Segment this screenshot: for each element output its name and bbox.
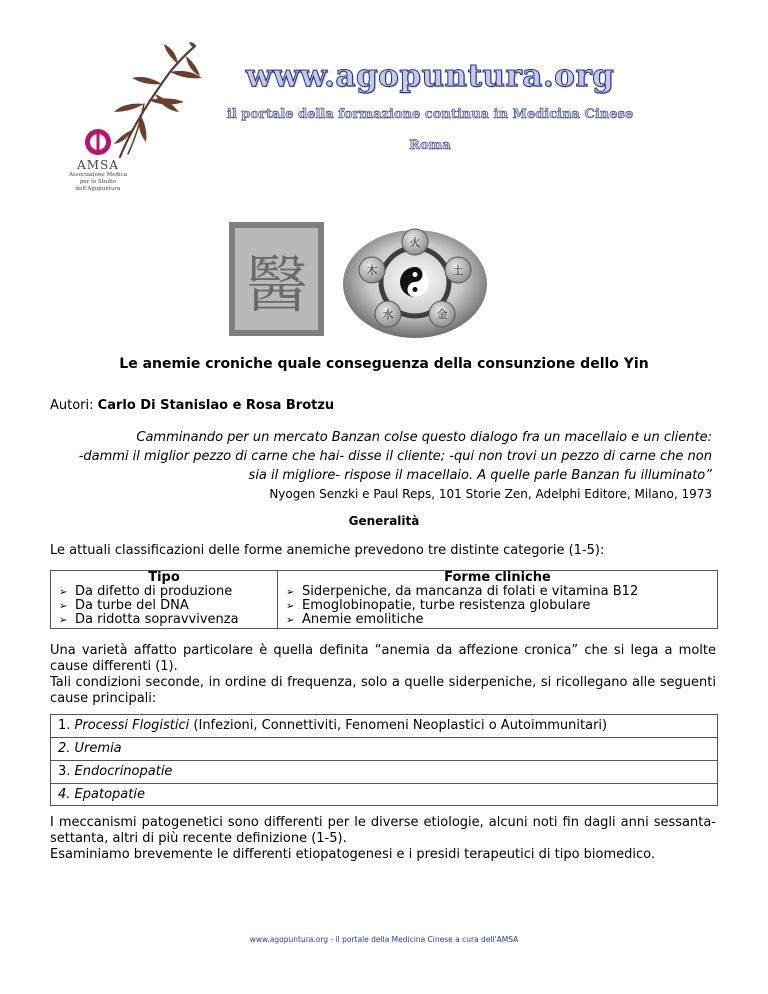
paragraph-4: Esaminiamo brevemente le differenti etiopatogenesi e i presidi terapeutici di tipo biomedico. — [50, 847, 656, 862]
arrow-bullet-icon: ➢ — [286, 587, 295, 598]
quote-line-1: Camminando per un mercato Banzan colse questo dialogo fra un macellaio e un cliente: — [136, 430, 712, 445]
logo-tagline-3: dell'Agopuntura — [75, 186, 121, 192]
site-subtitle: il portale della formazione continua in Medicina Cinese — [226, 107, 634, 122]
cause-row: 3. Endocrinopatie — [51, 761, 717, 784]
cause-row: 2. Uremia — [51, 738, 717, 761]
yi-glyph: 醫 — [245, 247, 308, 321]
type-column — [51, 571, 278, 628]
quote-line-3: sia il migliore- rispose il macellaio. A quelle parle Banzan fu illuminato” — [248, 468, 712, 483]
intro-paragraph: Le attuali classificazioni delle forme anemiche prevedono tre distinte categorie (1-5): — [50, 543, 605, 558]
clinical-form-item: ➢ Emoglobinopatie, turbe resistenza globulare — [286, 598, 591, 613]
five-elements-image — [340, 222, 490, 340]
clinical-forms-column — [278, 571, 717, 628]
logo-name: AMSA — [77, 158, 119, 172]
type-item: ➢ Da difetto di produzione — [59, 584, 233, 599]
type-column-header: Tipo — [148, 570, 180, 585]
paragraph-3-line-2: settanta, altri di più recente definizione (1-5). — [50, 831, 347, 846]
document-title: Le anemie croniche quale conseguenza della consunzione dello Yin — [119, 356, 649, 372]
amsa-emblem-icon — [84, 128, 112, 156]
cause-row: 1. Processi Flogistici (Infezioni, Connettiviti, Fenomeni Neoplastici o Autoimmunitari) — [51, 715, 717, 738]
page-footer: www.agopuntura.org - il portale della Medicina Cinese a cura dell'AMSA — [249, 935, 519, 944]
element-wood-label: 木 — [366, 264, 378, 277]
yi-character-image — [229, 222, 324, 336]
element-earth-label: 土 — [452, 264, 464, 277]
classification-table — [50, 570, 718, 629]
clinical-form-item: ➢ Siderpeniche, da mancanza di folati e vitamina B12 — [286, 584, 639, 599]
authors-line — [50, 398, 334, 413]
quote-source: Nyogen Senzki e Paul Reps, 101 Storie Zen, Adelphi Editore, Milano, 1973 — [269, 487, 712, 501]
quote-line-2: -dammi il miglior pezzo di carne che hai- disse il cliente; -qui non trovi un pezzo di carne che non — [78, 449, 712, 464]
arrow-bullet-icon: ➢ — [59, 587, 68, 598]
arrow-bullet-icon: ➢ — [286, 601, 295, 612]
clinical-forms-header: Forme cliniche — [444, 570, 551, 585]
logo-tagline-2: per lo Studio — [79, 179, 117, 185]
causes-table — [50, 714, 718, 806]
logo-tagline-1: Associazione Medica — [68, 172, 128, 178]
section-heading: Generalità — [348, 514, 420, 528]
arrow-bullet-icon: ➢ — [286, 615, 295, 626]
type-item: ➢ Da ridotta sopravvivenza — [59, 612, 239, 627]
paragraph-1-line-2: cause differenti (1). — [50, 659, 178, 674]
element-water-label: 水 — [382, 308, 394, 321]
type-item: ➢ Da turbe del DNA — [59, 598, 189, 613]
clinical-form-item: ➢ Anemie emolitiche — [286, 612, 424, 627]
authors-names: Carlo Di Stanislao e Rosa Brotzu — [97, 398, 335, 413]
arrow-bullet-icon: ➢ — [59, 601, 68, 612]
element-fire-label: 火 — [409, 236, 421, 249]
amsa-logo — [68, 128, 128, 193]
authors-label: Autori: — [50, 398, 94, 413]
arrow-bullet-icon: ➢ — [59, 615, 68, 626]
paragraph-2-line-1: Tali condizioni seconde, in ordine di frequenza, solo a quelle siderpeniche, si ricollegano alle seguenti — [50, 675, 716, 690]
paragraph-2-line-2: cause principali: — [50, 691, 157, 706]
cause-row: 4. Epatopatie — [58, 787, 145, 802]
element-metal-label: 金 — [436, 308, 448, 321]
site-city: Roma — [409, 138, 451, 153]
paragraph-1-line-1: Una varietà affatto particolare è quella definita “anemia da affezione cronica” che si lega a molte — [50, 643, 716, 658]
paragraph-3-line-1: I meccanismi patogenetici sono differenti per le diverse etiologie, alcuni noti fin dagli anni sessanta- — [50, 815, 716, 830]
site-title: www.agopuntura.org — [245, 58, 615, 94]
